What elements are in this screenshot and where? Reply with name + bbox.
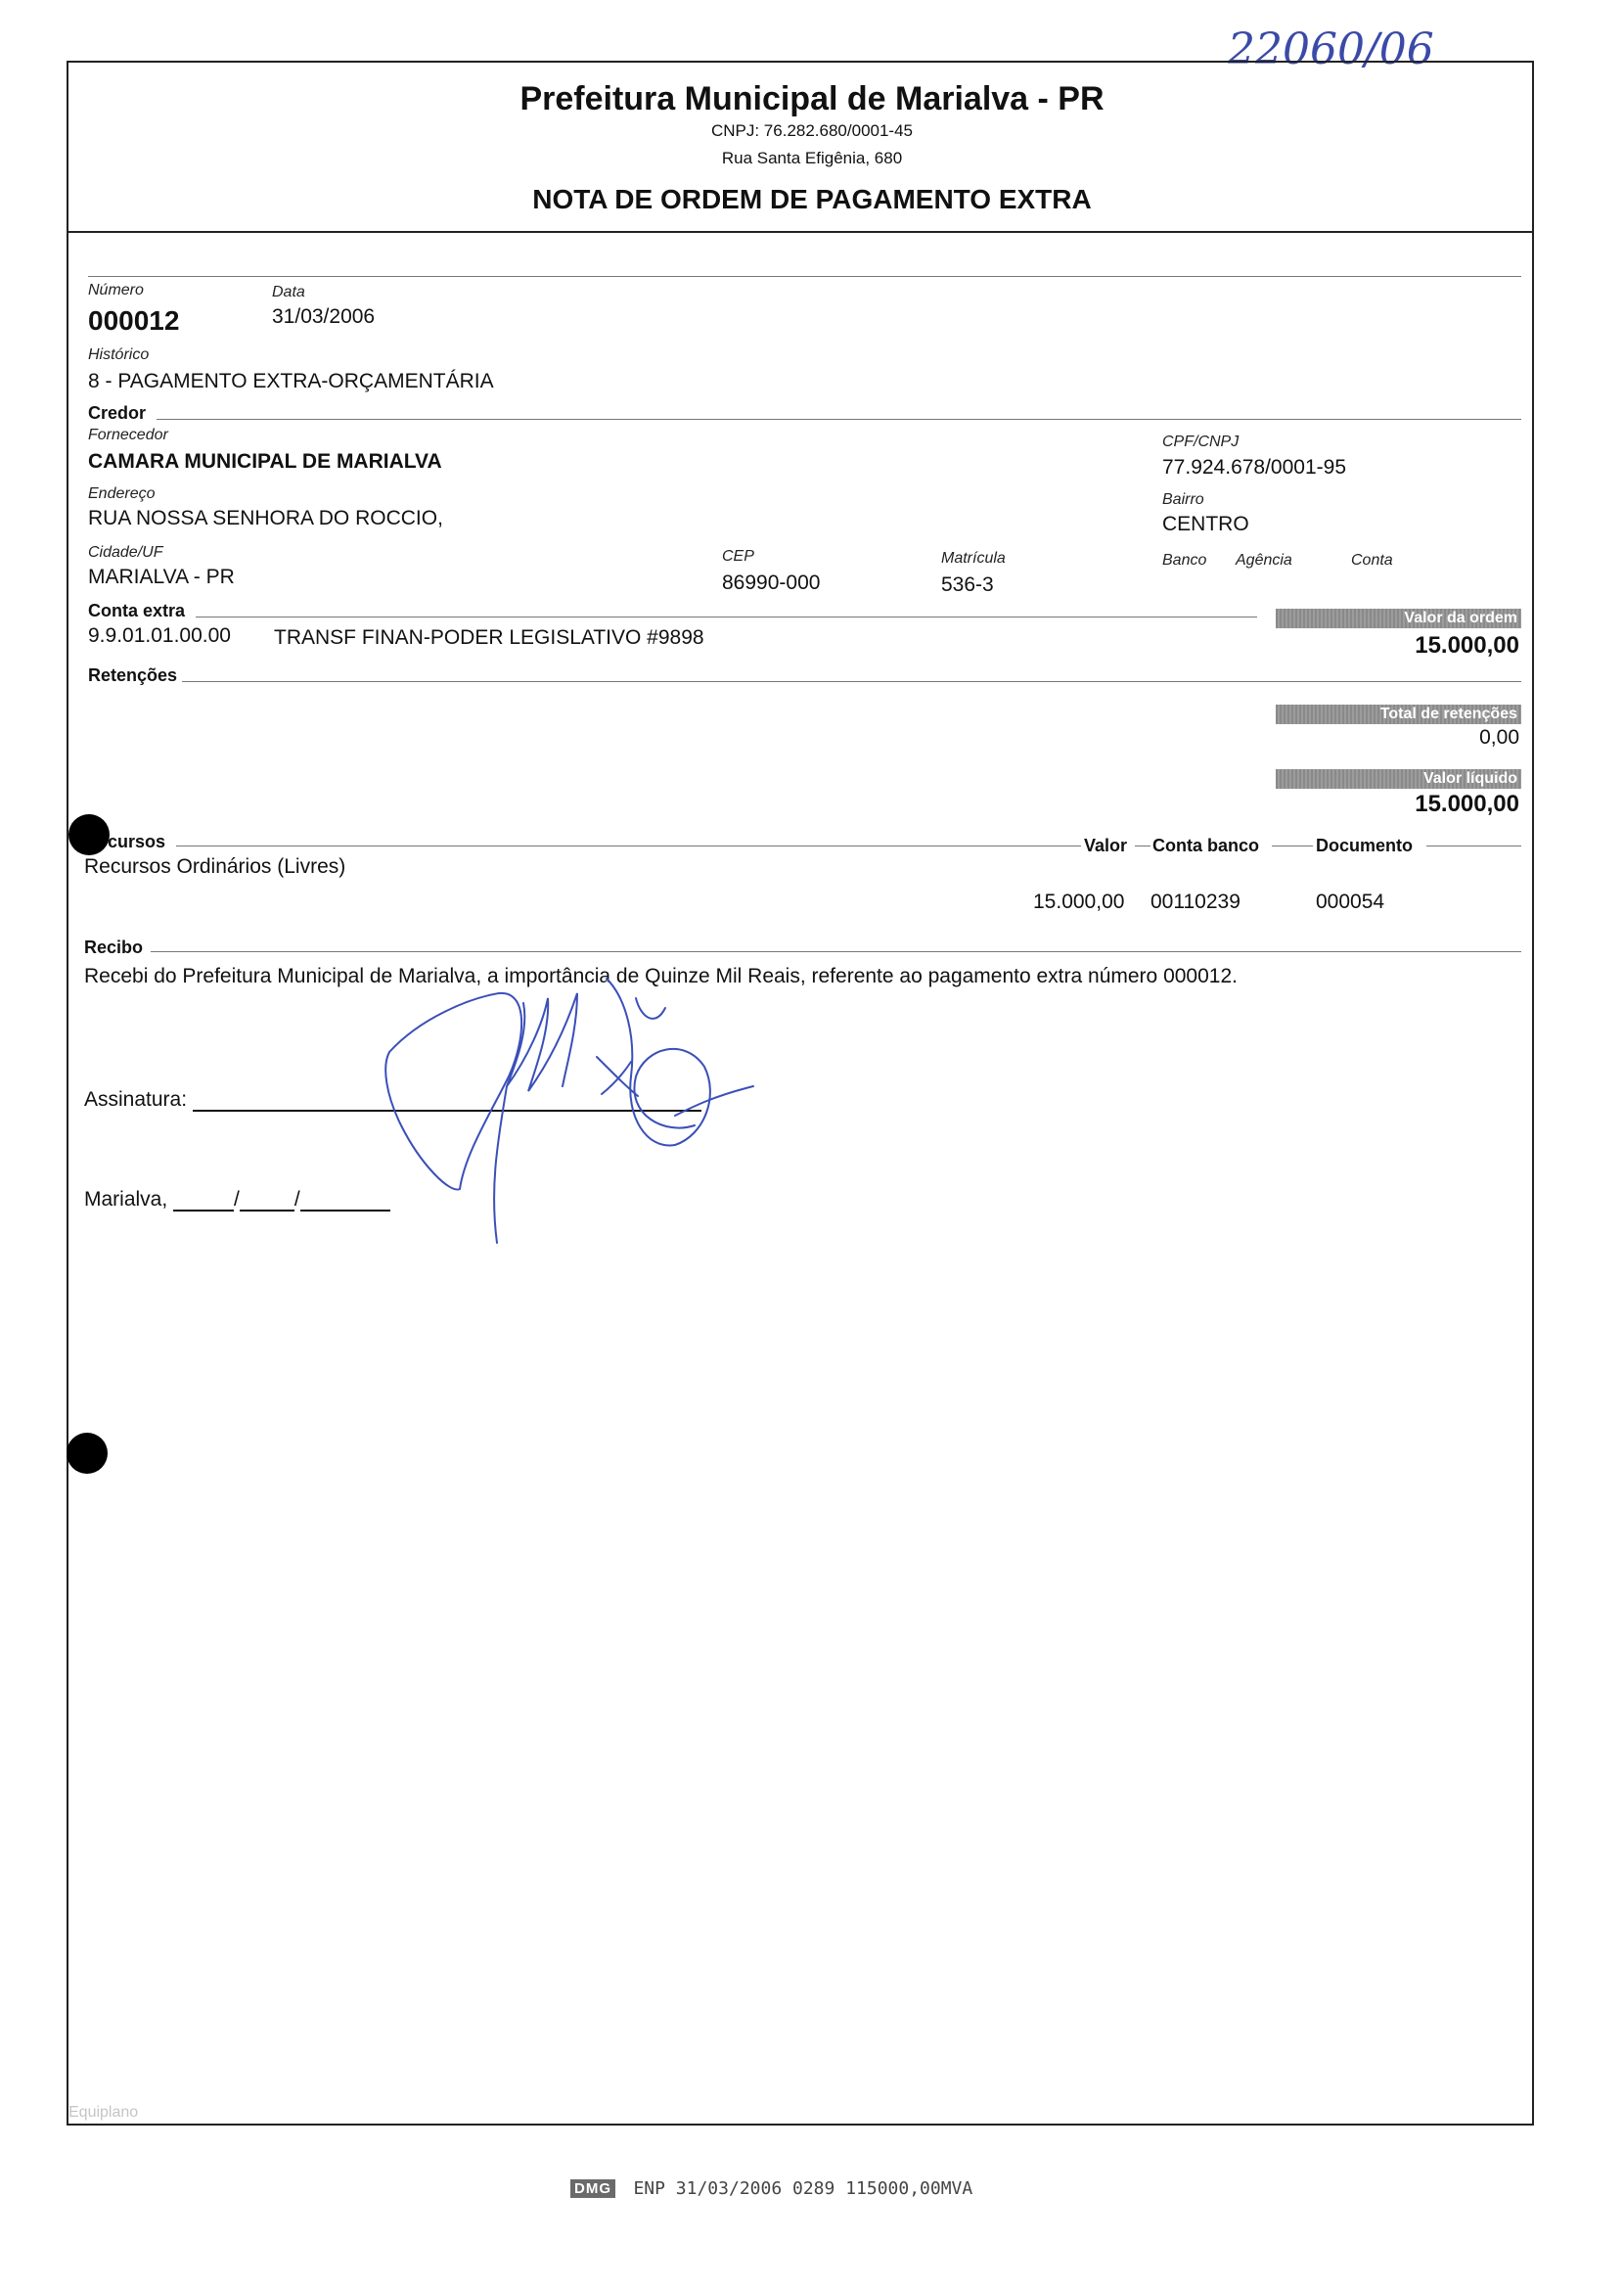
- stamp-text: ENP 31/03/2006 0289 115000,00MVA: [633, 2178, 973, 2199]
- local-label: Marialva,: [84, 1188, 168, 1211]
- fornecedor-value: CAMARA MUNICIPAL DE MARIALVA: [88, 450, 442, 473]
- cpf-cnpj-value: 77.924.678/0001-95: [1162, 456, 1347, 479]
- cep-label: CEP: [722, 548, 754, 565]
- signature: [382, 969, 773, 1253]
- date-separator-2: /: [293, 1188, 300, 1211]
- recursos-conta-banco: 00110239: [1150, 891, 1241, 913]
- valor-liquido-label: Valor líquido: [1276, 769, 1521, 789]
- recursos-valor-label: Valor: [1084, 836, 1128, 855]
- cpf-cnpj-label: CPF/CNPJ: [1162, 434, 1240, 450]
- banco-label: Banco: [1162, 552, 1207, 569]
- cidade-value: MARIALVA - PR: [88, 566, 235, 588]
- valor-ordem-label: Valor da ordem: [1276, 609, 1521, 628]
- bairro-value: CENTRO: [1162, 513, 1249, 535]
- recursos-documento-label: Documento: [1316, 836, 1413, 855]
- bairro-label: Bairro: [1162, 491, 1204, 508]
- numero-value: 000012: [88, 305, 180, 336]
- software-name: Equiplano: [68, 2104, 139, 2121]
- endereco-label: Endereço: [88, 485, 156, 502]
- recursos-documento: 000054: [1316, 891, 1385, 913]
- agencia-label: Agência: [1236, 552, 1292, 569]
- conta-extra-section: Conta extra: [88, 601, 186, 620]
- stamp-logo: DMG: [570, 2179, 615, 2198]
- conta-label: Conta: [1351, 552, 1393, 569]
- retencoes-section: Retenções: [88, 665, 178, 685]
- header-cnpj: CNPJ: 76.282.680/0001-45: [710, 121, 914, 140]
- credor-section: Credor: [88, 403, 147, 423]
- endereco-value: RUA NOSSA SENHORA DO ROCCIO,: [88, 507, 443, 529]
- local-data-line: [84, 1188, 390, 1212]
- recibo-section: Recibo: [84, 938, 144, 957]
- footer-stamp: [570, 2178, 972, 2199]
- recursos-valor: 15.000,00: [1033, 891, 1125, 913]
- fornecedor-label: Fornecedor: [88, 427, 168, 443]
- credor-rule: [157, 419, 1521, 420]
- punch-hole-top: [68, 814, 110, 855]
- dia-line: [173, 1190, 234, 1212]
- cep-value: 86990-000: [722, 572, 821, 594]
- assinatura-label-text: Assinatura:: [84, 1088, 188, 1111]
- matricula-label: Matrícula: [941, 550, 1006, 567]
- recibo-rule: [151, 951, 1521, 952]
- ano-line: [300, 1190, 390, 1212]
- conta-extra-descricao: TRANSF FINAN-PODER LEGISLATIVO #9898: [274, 626, 704, 649]
- date-separator-1: /: [234, 1188, 240, 1211]
- top-rule: [88, 276, 1521, 277]
- handwritten-reference-text: 22060/06: [1228, 24, 1434, 74]
- valor-ordem-value: 15.000,00: [1415, 632, 1519, 659]
- recursos-section: cursos: [108, 832, 166, 851]
- data-value: 31/03/2006: [272, 305, 376, 328]
- recibo-text: Recebi do Prefeitura Municipal de Marialva, a importância de Quinze Mil Reais, referente ao pagamento extra número 000012.: [84, 965, 1238, 987]
- conta-extra-codigo: 9.9.01.01.00.00: [88, 624, 231, 647]
- valor-liquido-value: 15.000,00: [1415, 791, 1519, 817]
- numero-label: Número: [88, 282, 144, 298]
- document-title: NOTA DE ORDEM DE PAGAMENTO EXTRA: [532, 184, 1092, 214]
- cidade-label: Cidade/UF: [88, 544, 163, 561]
- historico-value: 8 - PAGAMENTO EXTRA-ORÇAMENTÁRIA: [88, 370, 494, 392]
- mes-line: [240, 1190, 294, 1212]
- punch-hole-bottom: [67, 1433, 108, 1474]
- retencoes-rule: [182, 681, 1521, 682]
- total-retencoes-value: 0,00: [1479, 726, 1519, 749]
- historico-label: Histórico: [88, 346, 150, 363]
- total-retencoes-label: Total de retenções: [1276, 705, 1521, 724]
- recursos-fonte: Recursos Ordinários (Livres): [84, 855, 346, 878]
- header-address: Rua Santa Efigênia, 680: [721, 149, 903, 167]
- matricula-value: 536-3: [941, 573, 994, 596]
- data-label: Data: [272, 284, 305, 300]
- page-title: Prefeitura Municipal de Marialva - PR: [519, 80, 1105, 117]
- recursos-conta-banco-label: Conta banco: [1152, 836, 1260, 855]
- header-divider: [67, 231, 1534, 233]
